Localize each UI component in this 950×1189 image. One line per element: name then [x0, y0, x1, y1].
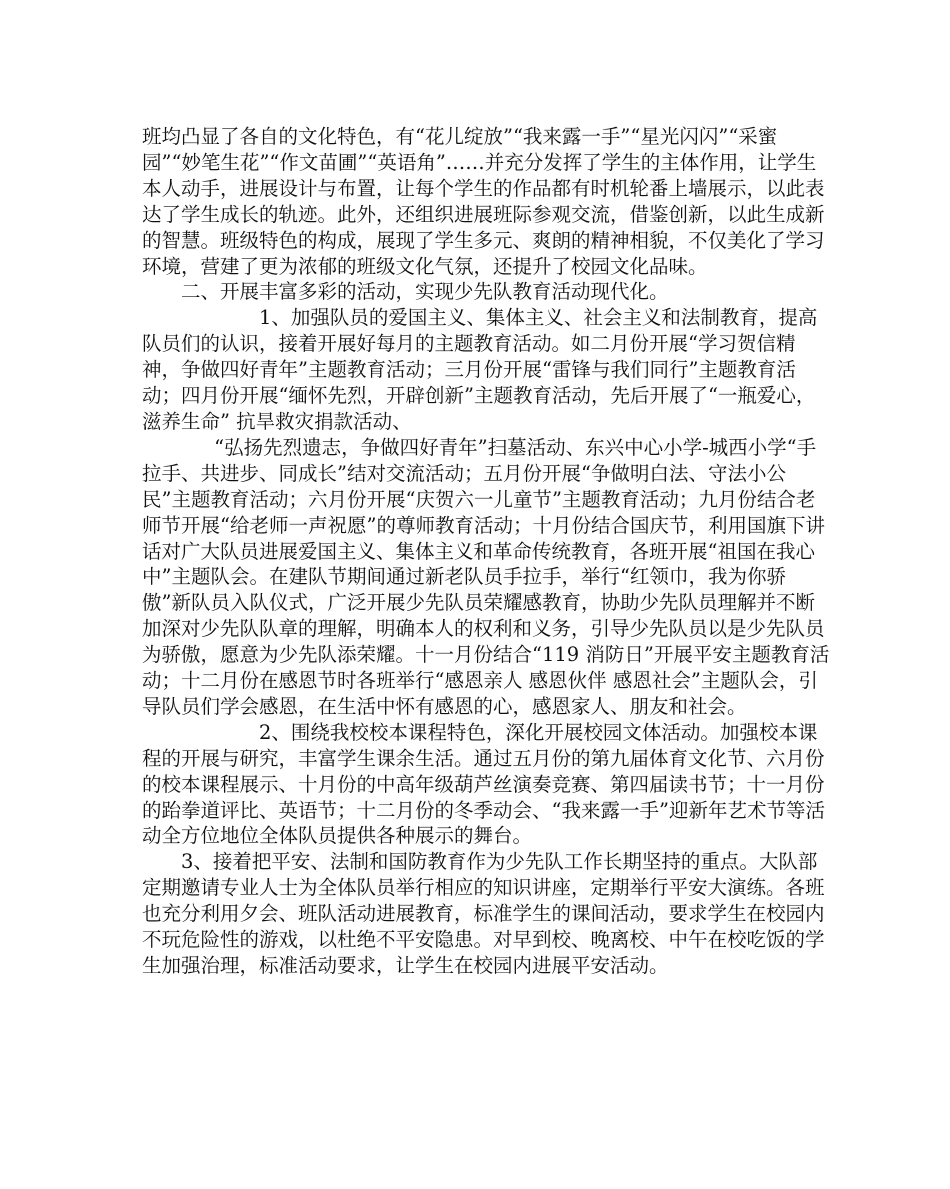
document-body	[142, 124, 832, 979]
paragraph-item-2-campus-activities: 2、围绕我校校本课程特色，深化开展校园文体活动。加强校本课程的开展与研究，丰富学生课余生活。通过五月份的第九届体育文化节、六月份的校本课程展示、十月份的中高年级葫芦丝演奏竞赛、第四届读书节；十一月份的跆拳道评比、英语节；十二月份的冬季动会、“我来露一手”迎新年艺术节等活动全方位地位全体队员提供各种展示的舞台。	[142, 720, 825, 848]
paragraph-item-3-safety-education: 3、接着把平安、法制和国防教育作为少先队工作长期坚持的重点。大队部定期邀请专业人士为全体队员举行相应的知识讲座，定期举行平安大演练。各班也充分利用夕会、班队活动进展教育，标准学生的课间活动，要求学生在校园内不玩危险性的游戏，以杜绝不平安隐患。对早到校、晚离校、中午在校吃饭的学生加强治理，标准活动要求，让学生在校园内进展平安活动。	[142, 850, 825, 977]
section-heading-activities: 二、开展丰富多彩的活动，实现少先队教育活动现代化。	[181, 280, 669, 304]
paragraph-item-1-monthly-themes: 1、加强队员的爱国主义、集体主义、社会主义和法制教育，提高队员们的认识，接着开展好每月的主题教育活动。如二月份开展“学习贺信精神，争做四好青年”主题教育活动；三月份开展“雷锋与我们同行”主题教育活动；四月份开展“缅怀先烈，开辟创新”主题教育活动，先后开展了“一瓶爱心，滋养生命” 抗旱救灾捐款活动、	[142, 306, 818, 433]
paragraph-item-1-continued: “弘扬先烈遗志，争做四好青年”扫墓活动、东兴中心小学-城西小学“手拉手、共进步、同成长”结对交流活动；五月份开展“争做明白法、守法小公民”主题教育活动；六月份开展“庆贺六一儿童节”主题教育活动；九月份结合老师节开展“给老师一声祝愿”的尊师教育活动；十月份结合国庆节，利用国旗下讲话对广大队员进展爱国主义、集体主义和革命传统教育，各班开展“祖国在我心中”主题队会。在建队节期间通过新老队员手拉手，举行“红领巾，我为你骄傲”新队员入队仪式，广泛开展少先队员荣耀感教育，协助少先队员理解并不断加深对少先队队章的理解，明确本人的权利和义务，引导少先队员以是少先队员为骄傲，愿意为少先队添荣耀。十一月份结合“119 消防日”开展平安主题教育活动；十二月份在感恩节时各班举行“感恩亲人 感恩伙伴 感恩社会”主题队会，引导队员们学会感恩，在生活中怀有感恩的心，感恩家人、朋友和社会。	[142, 435, 830, 718]
paragraph-class-culture: 班均凸显了各自的文化特色，有“花儿绽放”“我来露一手”“星光闪闪”“采蜜园”“妙笔生花”“作文苗圃”“英语角”……并充分发挥了学生的主体作用，让学生本人动手，进展设计与布置，让每个学生的作品都有时机轮番上墙展示，以此表达了学生成长的轨迹。此外，还组织进展班际参观交流，借鉴创新，以此生成新的智慧。班级特色的构成，展现了学生多元、爽朗的精神相貌，不仅美化了学习环境，营建了更为浓郁的班级文化气氛，还提升了校园文化品味。	[142, 125, 825, 278]
